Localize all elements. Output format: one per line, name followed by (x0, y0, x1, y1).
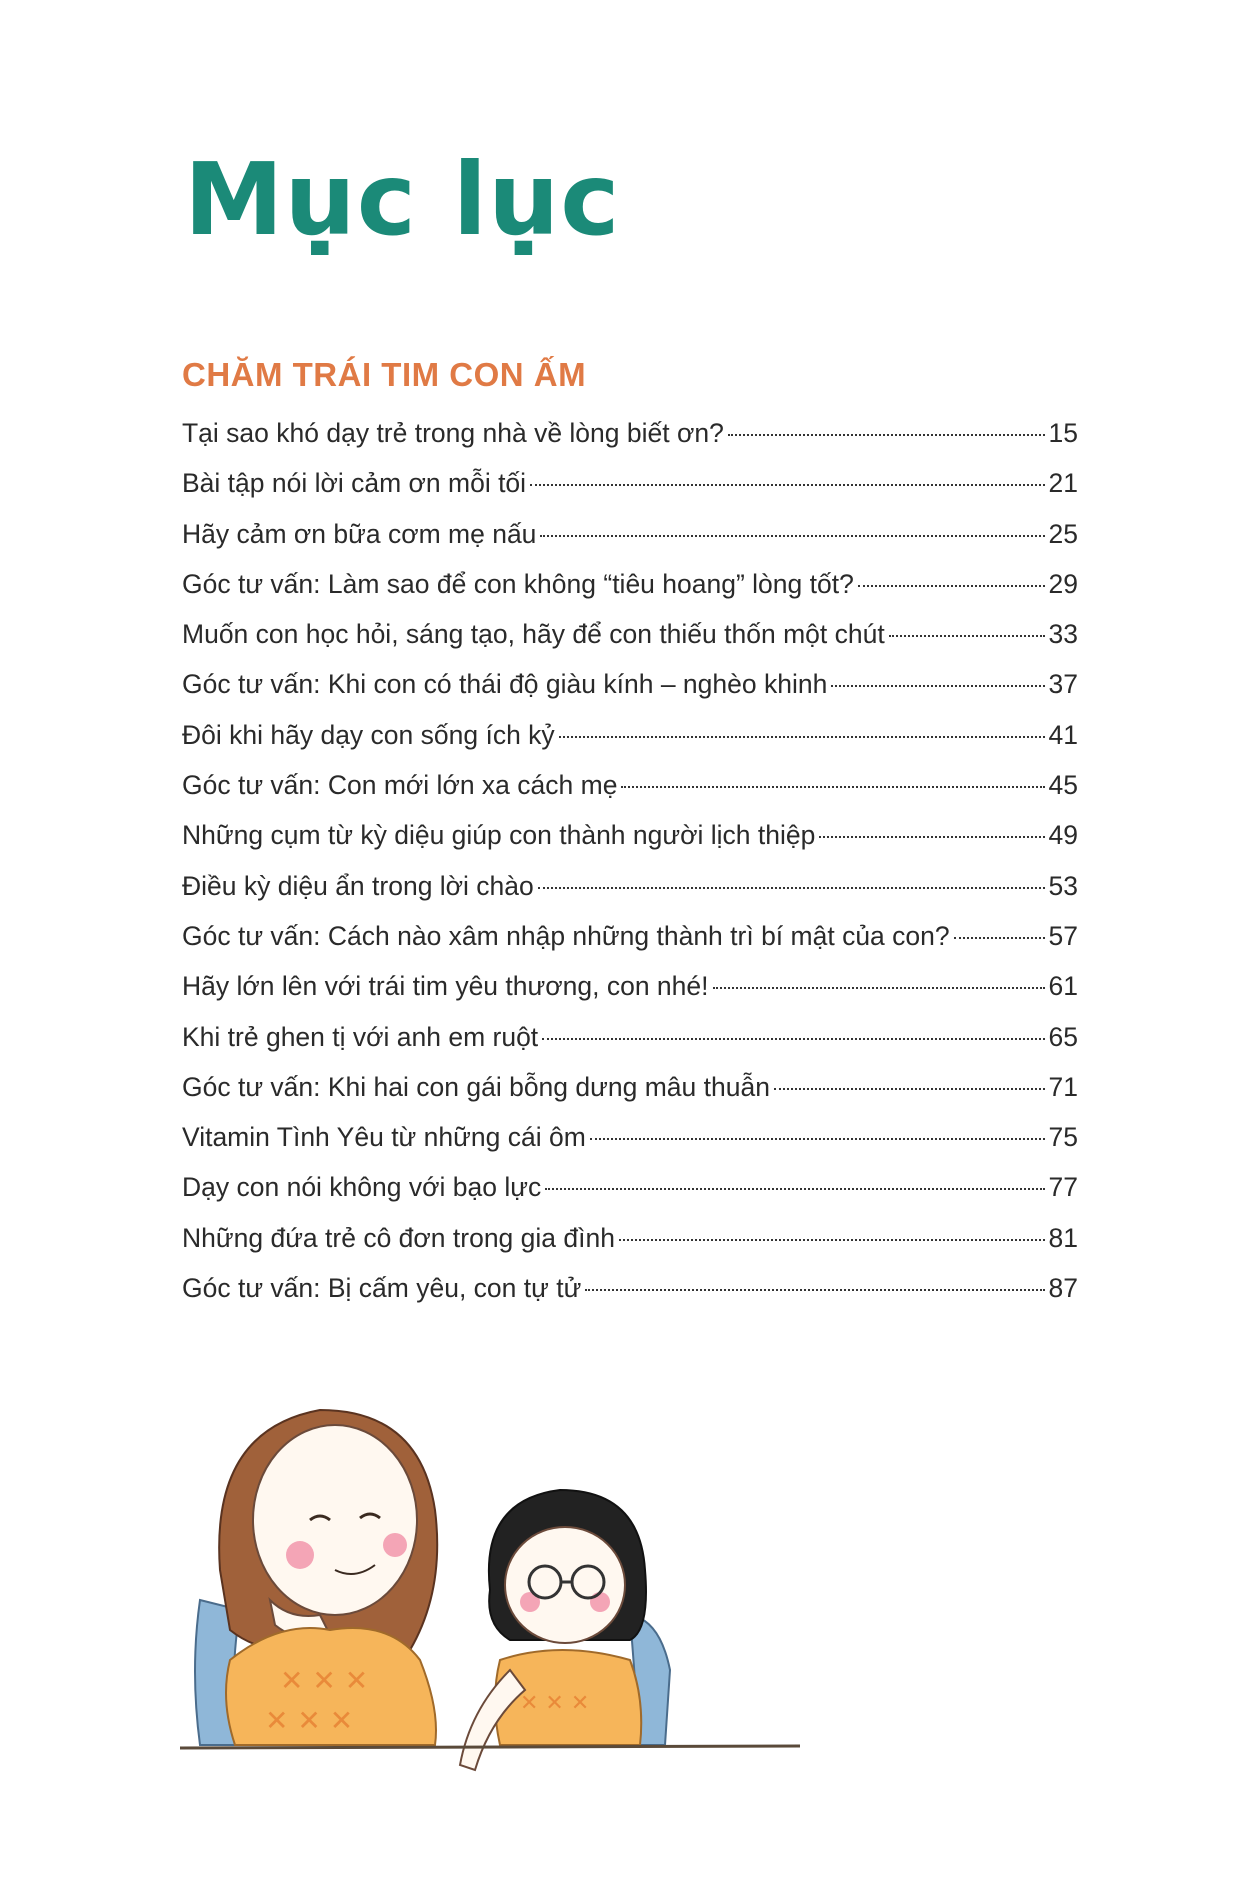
toc-entry-title: Hãy cảm ơn bữa cơm mẹ nấu (182, 518, 537, 549)
toc-entry[interactable] (182, 720, 1078, 770)
toc-entry[interactable] (182, 971, 1078, 1021)
page-title: Mục lục (184, 141, 621, 258)
toc-entry[interactable] (182, 1223, 1078, 1273)
toc-entry[interactable] (182, 770, 1078, 820)
toc-entry-page: 45 (1048, 770, 1078, 801)
toc-entry[interactable] (182, 871, 1078, 921)
toc-entry-title: Góc tư vấn: Khi con có thái độ giàu kính – nghèo khinh (182, 669, 828, 700)
dot-leader (538, 887, 1045, 889)
toc-entry-page: 21 (1048, 468, 1078, 499)
toc-entry-page: 49 (1048, 820, 1078, 851)
toc-entry-page: 25 (1048, 518, 1078, 549)
toc-entry-page: 71 (1048, 1071, 1078, 1102)
svg-text:✕ ✕ ✕: ✕ ✕ ✕ (520, 1691, 590, 1716)
toc-entry-title: Tại sao khó dạy trẻ trong nhà về lòng biết ơn? (182, 418, 724, 448)
dot-leader (728, 434, 1045, 436)
toc-entry-page: 61 (1048, 971, 1078, 1002)
toc-entry-title: Bài tập nói lời cảm ơn mỗi tối (182, 468, 527, 499)
toc-entry-page: 53 (1048, 870, 1078, 901)
toc-entry-page: 15 (1048, 418, 1078, 448)
toc-entry-title: Góc tư vấn: Con mới lớn xa cách mẹ (182, 770, 618, 801)
toc-entry[interactable] (182, 921, 1078, 971)
svg-text:✕ ✕ ✕: ✕ ✕ ✕ (265, 1704, 354, 1737)
dot-leader (713, 987, 1045, 989)
dot-leader (858, 585, 1045, 587)
dot-leader (540, 535, 1044, 537)
toc-entry-page: 81 (1048, 1222, 1078, 1253)
toc-entry-title: Muốn con học hỏi, sáng tạo, hãy để con thiếu thốn một chút (182, 619, 885, 650)
toc-entry[interactable] (182, 1172, 1078, 1222)
section-heading: CHĂM TRÁI TIM CON ẤM (182, 356, 587, 393)
toc-entry[interactable] (182, 1022, 1078, 1072)
svg-text:✕ ✕ ✕: ✕ ✕ ✕ (280, 1664, 369, 1697)
dot-leader (585, 1289, 1044, 1291)
dot-leader (542, 1038, 1044, 1040)
toc-entry[interactable] (182, 669, 1078, 719)
toc-entry-title: Góc tư vấn: Làm sao để con không “tiêu hoang” lòng tốt? (182, 568, 854, 599)
toc-entry[interactable] (182, 1072, 1078, 1122)
dot-leader (774, 1088, 1045, 1090)
dot-leader (559, 736, 1045, 738)
dot-leader (831, 685, 1044, 687)
toc-entry-title: Những cụm từ kỳ diệu giúp con thành người lịch thiệp (182, 820, 816, 851)
toc-entry-title: Đôi khi hãy dạy con sống ích kỷ (182, 719, 555, 750)
toc-entry[interactable] (182, 569, 1078, 619)
toc-entry-title: Hãy lớn lên với trái tim yêu thương, con nhé! (182, 971, 709, 1002)
toc-entry-title: Dạy con nói không với bạo lực (182, 1172, 542, 1203)
toc-entry-title: Khi trẻ ghen tị với anh em ruột (182, 1021, 539, 1052)
toc-entry-title: Những đứa trẻ cô đơn trong gia đình (182, 1222, 615, 1253)
toc-list (182, 418, 1078, 1323)
dot-leader (590, 1138, 1045, 1140)
toc-entry[interactable] (182, 820, 1078, 870)
dot-leader (545, 1188, 1044, 1190)
toc-entry[interactable] (182, 418, 1078, 468)
toc-entry-page: 41 (1048, 719, 1078, 750)
toc-entry[interactable] (182, 619, 1078, 669)
toc-entry-page: 75 (1048, 1122, 1078, 1153)
toc-entry-page: 87 (1048, 1273, 1078, 1304)
toc-entry-page: 65 (1048, 1021, 1078, 1052)
toc-entry-page: 77 (1048, 1172, 1078, 1203)
toc-entry-title: Vitamin Tình Yêu từ những cái ôm (182, 1122, 586, 1153)
mother-daughter-illustration (160, 1370, 810, 1810)
toc-entry-page: 29 (1048, 568, 1078, 599)
toc-entry-title: Góc tư vấn: Cách nào xâm nhập những thành trì bí mật của con? (182, 920, 950, 951)
toc-entry[interactable] (182, 1122, 1078, 1172)
toc-entry[interactable] (182, 519, 1078, 569)
toc-entry-page: 33 (1048, 619, 1078, 650)
dot-leader (819, 836, 1044, 838)
dot-leader (530, 484, 1044, 486)
toc-entry[interactable] (182, 1273, 1078, 1323)
toc-entry-title: Điều kỳ diệu ẩn trong lời chào (182, 870, 534, 901)
dot-leader (954, 937, 1045, 939)
dot-leader (621, 786, 1044, 788)
dot-leader (619, 1239, 1045, 1241)
toc-entry-page: 37 (1048, 669, 1078, 700)
toc-entry-page: 57 (1048, 920, 1078, 951)
toc-entry-title: Góc tư vấn: Khi hai con gái bỗng dưng mâu thuẫn (182, 1071, 770, 1102)
dot-leader (889, 635, 1045, 637)
toc-entry[interactable] (182, 468, 1078, 518)
toc-entry-title: Góc tư vấn: Bị cấm yêu, con tự tử (182, 1273, 582, 1304)
